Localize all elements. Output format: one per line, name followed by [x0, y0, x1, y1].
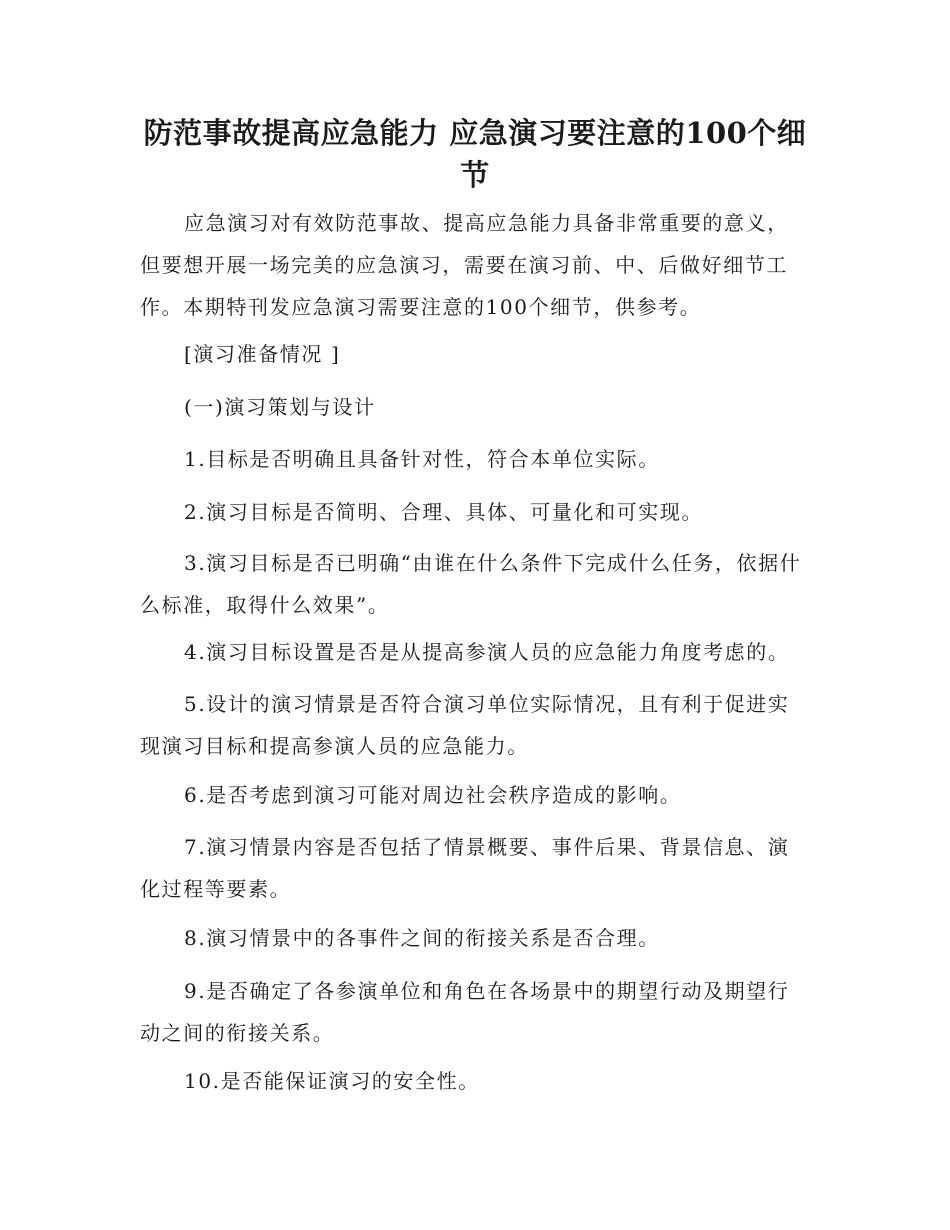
- checklist-item: 5.设计的演习情景是否符合演习单位实际情况，且有利于促进实现演习目标和提高参演人员的应急能力。: [140, 692, 790, 758]
- intro-paragraph: 应急演习对有效防范事故、提高应急能力具备非常重要的意义，但要想开展一场完美的应急演习，需要在演习前、中、后做好细节工作。本期特刊发应急演习需要注意的100个细节，供参考。: [140, 211, 789, 319]
- checklist-item: 10.是否能保证演习的安全性。: [184, 1069, 480, 1093]
- checklist-item: 2.演习目标是否简明、合理、具体、可量化和可实现。: [184, 500, 704, 524]
- checklist-item: 9.是否确定了各参演单位和角色在各场景中的期望行动及期望行动之间的衔接关系。: [140, 979, 790, 1045]
- document-title: 防范事故提高应急能力 应急演习要注意的100个细节: [143, 116, 807, 192]
- checklist-item: 8.演习情景中的各事件之间的衔接关系是否合理。: [184, 926, 660, 950]
- section-heading: [演习准备情况 ]: [184, 342, 341, 366]
- checklist-item: 3.演习目标是否已明确“由谁在什么条件下完成什么任务，依据什么标准，取得什么效果”。: [140, 551, 802, 617]
- checklist-item: 4.演习目标设置是否是从提高参演人员的应急能力角度考虑的。: [184, 640, 790, 664]
- checklist-item: 1.目标是否明确且具备针对性，符合本单位实际。: [184, 447, 660, 471]
- subsection-heading: (一)演习策划与设计: [184, 395, 376, 419]
- checklist-item: 6.是否考虑到演习可能对周边社会秩序造成的影响。: [184, 783, 682, 807]
- checklist-item: 7.演习情景内容是否包括了情景概要、事件后果、背景信息、演化过程等要素。: [140, 835, 790, 901]
